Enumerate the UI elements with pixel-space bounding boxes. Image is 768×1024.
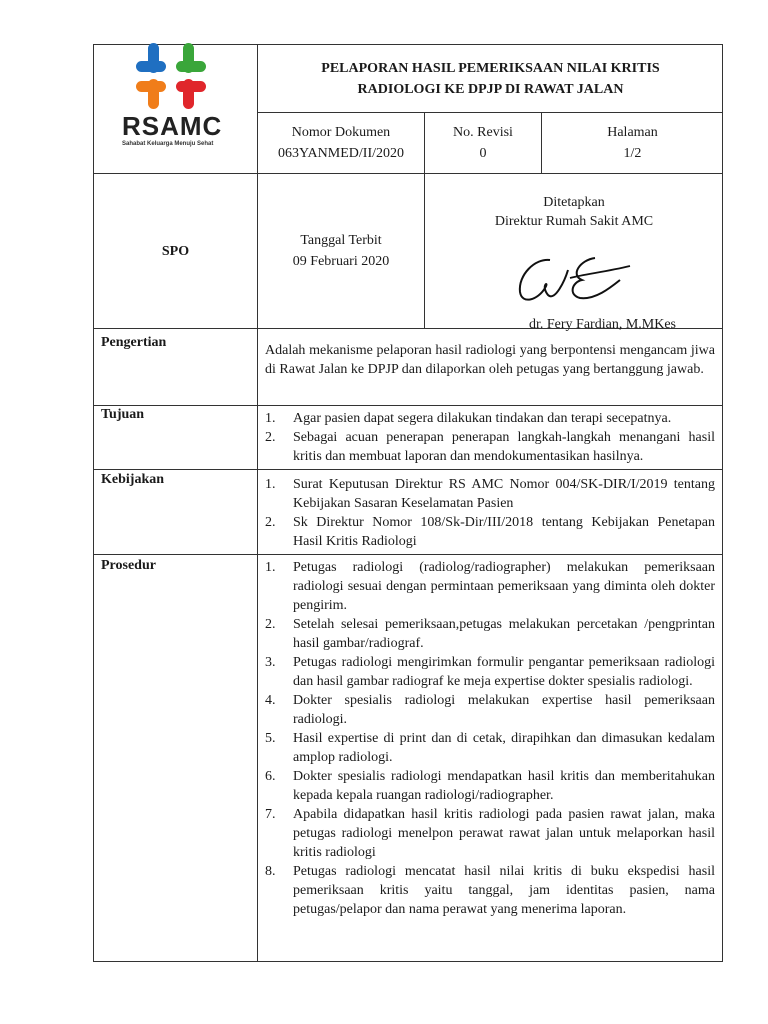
halaman-cell [542,113,723,173]
list-item-text: Sk Direktur Nomor 108/Sk-Dir/III/2018 tentang Kebijakan Penetapan Hasil Kritis Radiologi [293,515,715,549]
pengertian-text: Adalah mekanisme pelaporan hasil radiologi yang berpontensi mengancam jiwa di Rawat Jalan ke DPJP dan dilaporkan oleh petugas yang bertanggung jawab. [265,343,715,377]
list-item-text: Petugas radiologi mencatat hasil nilai kritis di buku ekspedisi hasil pemeriksaan kritis yaitu tanggal, jam identitas pasien, nama petugas/pelapor dan nama perawat yang menerima laporan. [293,864,715,917]
tujuan-list [265,409,715,466]
list-item: 2. Setelah selesai pemeriksaan,petugas melakukan percetakan /pengprintan hasil gambar/radiograf. [265,617,715,651]
list-item: 3. Petugas radiologi mengirimkan formulir pengantar pemeriksaan radiologi dan hasil gambar radiograf ke meja expertise dokter spesialis radiologi. [265,655,715,689]
list-item-text: Hasil expertise di print dan di cetak, dirapihkan dan dimasukan kedalam amplop radiologi. [293,731,715,765]
list-item-text: Petugas radiologi mengirimkan formulir pengantar pemeriksaan radiologi dan hasil gambar radiograf ke meja expertise dokter spesialis radiologi. [293,655,715,689]
title-line-1: PELAPORAN HASIL PEMERIKSAAN NILAI KRITIS [321,60,660,76]
kebijakan-list [265,475,715,551]
pengertian-label: Pengertian [101,335,167,350]
list-item: 7. Apabila didapatkan hasil kritis radiologi pada pasien rawat jalan, maka petugas radiologi menelpon perawat rawat jalan untuk melaporkan hasil kritis radiologi [265,807,715,860]
logo-cell [94,45,257,173]
list-item: 1. Surat Keputusan Direktur RS AMC Nomor 004/SK-DIR/I/2019 tentang Kebijakan Sasaran Keselamatan Pasien [265,477,715,511]
no-revisi-cell [425,113,541,173]
halaman-value: 1/2 [623,146,642,161]
prosedur-list [265,558,715,919]
rsamc-logo-icon [136,43,216,111]
ditetapkan-label: Ditetapkan [543,195,605,210]
row-divider [94,405,723,406]
list-item: 5. Hasil expertise di print dan di cetak, dirapihkan dan dimasukan kedalam amplop radiologi. [265,731,715,765]
title-line-2: RADIOLOGI KE DPJP DI RAWAT JALAN [357,81,624,97]
list-item-text: Setelah selesai pemeriksaan,petugas melakukan percetakan /pengprintan hasil gambar/radiograf. [293,617,715,651]
tanggal-terbit-value: 09 Februari 2020 [292,254,390,269]
list-item-text: Sebagai acuan penerapan penerapan langkah-langkah menangani hasil kritis dan membuat laporan dan mendokumentasikan hasilnya. [293,430,715,464]
signer-name: dr. Fery Fardian, M.MKes [529,317,676,332]
spo-label: SPO [161,243,190,259]
tanggal-terbit-label: Tanggal Terbit [300,233,382,248]
list-item: 6. Dokter spesialis radiologi mendapatkan hasil kritis dan memberitahukan kepada kepala ruangan radiologi/radiographer. [265,769,715,803]
row-divider [94,469,723,470]
nomor-dokumen-cell [258,113,424,173]
list-item-text: Dokter spesialis radiologi mendapatkan hasil kritis dan memberitahukan kepada kepala ruangan radiologi/radiographer. [293,769,715,803]
spo-cell [94,174,257,328]
list-item-text: Apabila didapatkan hasil kritis radiologi pada pasien rawat jalan, maka petugas radiologi menelpon perawat rawat jalan untuk melaporkan hasil kritis radiologi [293,807,715,860]
prosedur-label: Prosedur [101,558,156,573]
no-revisi-value: 0 [479,146,487,161]
nomor-dokumen-value: 063YANMED/II/2020 [278,146,404,161]
list-item-text: Dokter spesialis radiologi melakukan expertise hasil pemeriksaan radiologi. [293,693,715,727]
no-revisi-label: No. Revisi [453,125,513,140]
list-item: 2. Sebagai acuan penerapan penerapan langkah-langkah menangani hasil kritis dan membuat laporan dan mendokumentasikan hasilnya. [265,430,715,464]
list-item: 1. Petugas radiologi (radiolog/radiographer) melakukan pemeriksaan radiologi sesuai dengan permintaan pemeriksaan yang diminta oleh dokter pengirim. [265,560,715,613]
jabatan-label: Direktur Rumah Sakit AMC [494,214,654,229]
kebijakan-label: Kebijakan [101,472,165,487]
list-item-text: Surat Keputusan Direktur RS AMC Nomor 004/SK-DIR/I/2019 tentang Kebijakan Sasaran Keselamatan Pasien [293,477,715,511]
document-title [258,45,723,112]
list-item: 8. Petugas radiologi mencatat hasil nilai kritis di buku ekspedisi hasil pemeriksaan kritis yaitu tanggal, jam identitas pasien, nama petugas/pelapor dan nama perawat yang menerima laporan. [265,864,715,917]
tujuan-label: Tujuan [101,407,145,422]
nomor-dokumen-label: Nomor Dokumen [291,125,391,140]
penetapan-cell [425,174,723,332]
list-item: 4. Dokter spesialis radiologi melakukan expertise hasil pemeriksaan radiologi. [265,693,715,727]
signature-icon [510,250,640,310]
list-item-text: Petugas radiologi (radiolog/radiographer) melakukan pemeriksaan radiologi sesuai dengan permintaan pemeriksaan yang diminta oleh dokter pengirim. [293,560,715,613]
list-item: 1. Agar pasien dapat segera dilakukan tindakan dan terapi secepatnya. [265,411,672,426]
list-item: 2. Sk Direktur Nomor 108/Sk-Dir/III/2018 tentang Kebijakan Penetapan Hasil Kritis Radiologi [265,515,715,549]
halaman-label: Halaman [607,125,658,140]
logo-wordmark: RSAMC [122,111,223,141]
list-item-text: Agar pasien dapat segera dilakukan tindakan dan terapi secepatnya. [293,411,672,426]
logo-tagline: Sahabat Keluarga Menuju Sehat [122,141,214,147]
tanggal-terbit-cell [258,174,424,328]
row-divider [94,554,723,555]
spo-document [93,44,723,962]
